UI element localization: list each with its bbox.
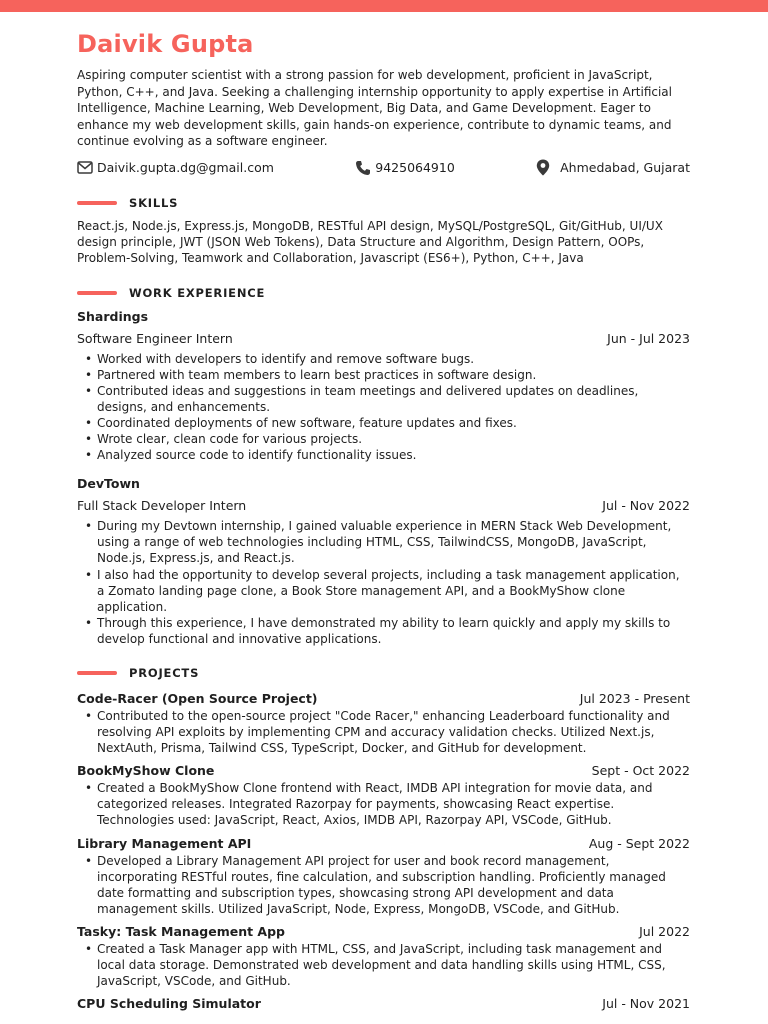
project-row bbox=[77, 762, 690, 780]
project-bullets bbox=[77, 708, 690, 756]
project-name: Code-Racer (Open Source Project) bbox=[77, 690, 318, 706]
experience-heading bbox=[77, 284, 690, 302]
bullet-item: • Worked with developers to identify and remove software bugs. bbox=[97, 351, 690, 367]
project-bullets bbox=[77, 941, 690, 989]
project-entry bbox=[77, 690, 690, 756]
map-pin-icon bbox=[536, 159, 550, 176]
bullet-item: • Through this experience, I have demonstrated my ability to learn quickly and apply my skills to develop functional and innovative applications. bbox=[97, 615, 690, 647]
job-role: Full Stack Developer Intern bbox=[77, 498, 247, 514]
skills-list: React.js, Node.js, Express.js, MongoDB, RESTful API design, MySQL/PostgreSQL, Git/GitHub, UI/UX design principle, JWT (JSON Web Tokens), Data Structure and Algorithm, Design Pattern, OOPs, Problem-Solving, Teamwork and Collaboration, Javascript (ES6+), Python, C++, Java bbox=[77, 218, 663, 266]
project-dates: Jul - Nov 2021 bbox=[602, 996, 690, 1012]
phone-icon bbox=[355, 160, 371, 176]
projects-heading bbox=[77, 664, 690, 682]
email-item[interactable] bbox=[77, 160, 274, 175]
bullet-item: • Created a Task Manager app with HTML, CSS, and JavaScript, including task management and local data storage. Demonstrated web development and data handling skills using HTML, CSS, JavaScript, VSCode, and GitHub. bbox=[97, 941, 690, 989]
bullet-item: • Created a BookMyShow Clone frontend with React, IMDB API integration for movie data, and categorized releases. Integrated Razorpay for payments, showcasing React expertise. Technologies used: JavaScript, React, Axios, IMDB API, Razorpay API, VSCode, GitHub. bbox=[97, 780, 690, 828]
phone-item[interactable] bbox=[355, 160, 455, 176]
project-entry bbox=[77, 835, 690, 917]
section-title: SKILLS bbox=[129, 195, 179, 210]
job-role: Software Engineer Intern bbox=[77, 330, 233, 346]
project-name: BookMyShow Clone bbox=[77, 763, 215, 779]
project-name: Library Management API bbox=[77, 835, 252, 851]
project-bullets bbox=[77, 780, 690, 828]
phone-text: 9425064910 bbox=[375, 160, 455, 176]
job-bullets bbox=[77, 351, 690, 464]
bullet-item: • Coordinated deployments of new software, feature updates and fixes. bbox=[97, 415, 690, 431]
section-title: WORK EXPERIENCE bbox=[129, 285, 266, 300]
section-accent-bar bbox=[77, 201, 117, 205]
bullet-item: • I also had the opportunity to develop several projects, including a task management application, a Zomato landing page clone, a Book Store management API, and a BookMyShow clone application. bbox=[97, 567, 690, 615]
location-text: Ahmedabad, Gujarat bbox=[560, 160, 690, 176]
bullet-item: • Analyzed source code to identify functionality issues. bbox=[97, 447, 690, 463]
project-row bbox=[77, 995, 690, 1013]
project-bullets bbox=[77, 853, 690, 917]
job-dates: Jun - Jul 2023 bbox=[607, 330, 690, 346]
location-item bbox=[536, 159, 690, 176]
contact-row bbox=[77, 158, 690, 178]
project-dates: Aug - Sept 2022 bbox=[588, 835, 690, 851]
project-row bbox=[77, 923, 690, 941]
email-text: Daivik.gupta.dg@gmail.com bbox=[97, 160, 274, 176]
role-row bbox=[77, 330, 690, 348]
bullet-item: • Partnered with team members to learn best practices in software design. bbox=[97, 367, 690, 383]
envelope-icon bbox=[77, 161, 93, 174]
job-entry bbox=[77, 308, 690, 464]
project-dates: Jul 2023 - Present bbox=[579, 690, 690, 706]
job-dates: Jul - Nov 2022 bbox=[602, 498, 690, 514]
company-name: DevTown bbox=[77, 476, 140, 492]
project-entry bbox=[77, 762, 690, 828]
top-accent-bar bbox=[0, 0, 768, 12]
project-name: CPU Scheduling Simulator bbox=[77, 996, 261, 1012]
project-name: Tasky: Task Management App bbox=[77, 923, 285, 939]
candidate-name: Daivik Gupta bbox=[77, 30, 254, 58]
project-entry bbox=[77, 923, 690, 989]
project-row bbox=[77, 690, 690, 708]
bullet-item: • Wrote clear, clean code for various projects. bbox=[97, 431, 690, 447]
skills-heading bbox=[77, 194, 690, 212]
summary: Aspiring computer scientist with a strong passion for web development, proficient in JavaScript, Python, C++, and Java. Seeking a challenging internship opportunity to apply expertise in Artificial Intelligence, Machine Learning, Web Development, Big Data, and Game Development. Eager to enhance my web development skills, gain hands-on experience, contribute to dynamic teams, and continue evolving as a software engineer. bbox=[77, 68, 672, 149]
section-accent-bar bbox=[77, 291, 117, 295]
project-dates: Sept - Oct 2022 bbox=[591, 763, 690, 779]
role-row bbox=[77, 497, 690, 515]
section-accent-bar bbox=[77, 671, 117, 675]
project-row bbox=[77, 835, 690, 853]
bullet-item: • Contributed ideas and suggestions in team meetings and delivered updates on deadlines, designs, and enhancements. bbox=[97, 383, 690, 415]
project-dates: Jul 2022 bbox=[639, 923, 690, 939]
bullet-item: • Contributed to the open-source project "Code Racer," enhancing Leaderboard functionality and resolving API exploits by implementing CPM and accuracy validation checks. Utilized Next.js, NextAuth, Prisma, Tailwind CSS, TypeScript, Docker, and GitHub for development. bbox=[97, 708, 690, 756]
project-entry bbox=[77, 995, 690, 1013]
job-entry bbox=[77, 475, 690, 647]
bullet-item: • During my Devtown internship, I gained valuable experience in MERN Stack Web Development, using a range of web technologies including HTML, CSS, TailwindCSS, MongoDB, JavaScript, Node.js, Express.js, and React.js. bbox=[97, 518, 690, 566]
bullet-item: • Developed a Library Management API project for user and book record management, incorporating RESTful routes, fine calculation, and subscription handling. Proficiently managed date formatting and subscription types, showcasing strong API development and data management skills. Utilized JavaScript, Node, Express, MongoDB, VSCode, and GitHub. bbox=[97, 853, 690, 917]
company-name: Shardings bbox=[77, 308, 149, 324]
job-bullets bbox=[77, 518, 690, 647]
resume bbox=[77, 28, 690, 1013]
section-title: PROJECTS bbox=[129, 665, 200, 680]
